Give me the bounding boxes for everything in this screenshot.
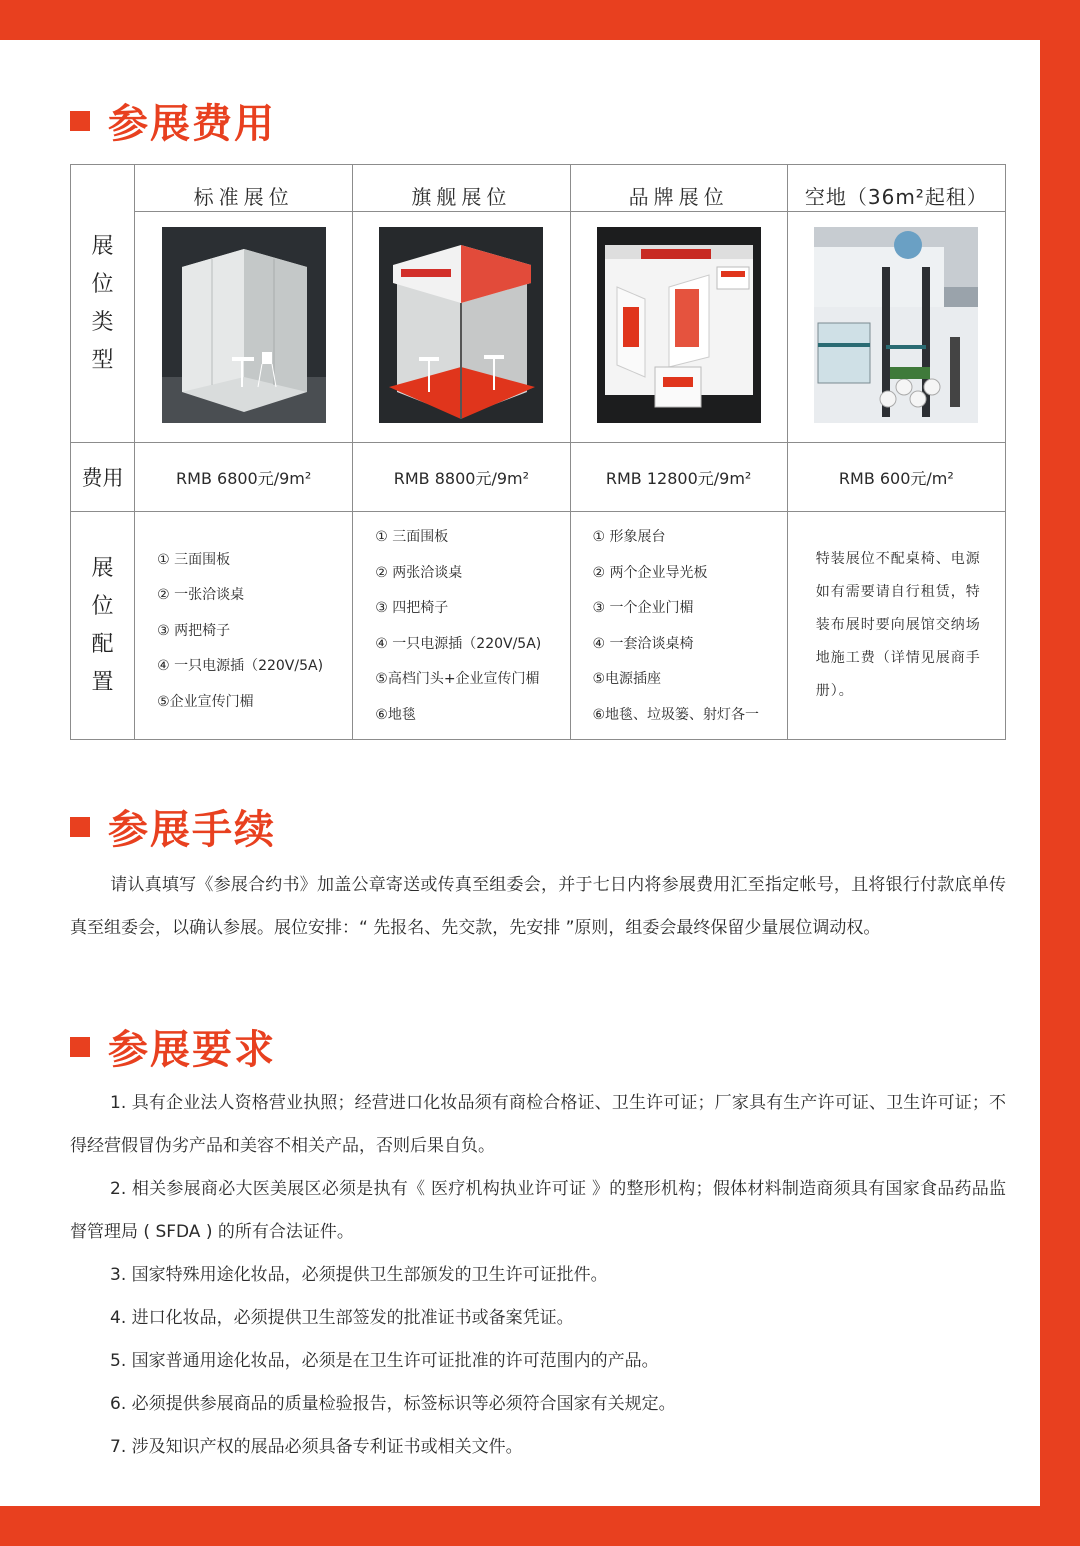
vertical-label-char: 位 — [91, 271, 114, 297]
requirement-text: 5. 国家普通用途化妆品，必须是在卫生许可证批准的许可范围内的产品。 — [110, 1351, 659, 1371]
row-label-config-text — [71, 550, 134, 702]
requirement-item-4 — [70, 1297, 1006, 1340]
row-label-booth-type — [71, 165, 135, 443]
procedure-text: 请认真填写《参展合约书》加盖公章寄送或传真至组委会，并于七日内将参展费用汇至指定帐号，且将银行付款底单传真至组委会，以确认参展。展位安排：“ 先报名、先交款，先安排 ”原则，组委会最终保留少量展位调动权。 — [70, 875, 1006, 938]
right-border-band — [1040, 0, 1080, 1546]
section-marker-icon — [70, 817, 90, 837]
flagship-booth-image-cell — [353, 212, 570, 443]
column-header-brand: 品牌展位 — [570, 165, 787, 212]
fees-section-title: 参展费用 — [108, 101, 276, 147]
vertical-label-char: 配 — [91, 631, 114, 657]
vertical-label-char: 类 — [91, 309, 114, 335]
config-item: ③ 两把椅子 — [157, 622, 231, 639]
config-item: ① 三面围板 — [375, 529, 449, 545]
column-header-standard: 标准展位 — [135, 165, 353, 212]
config-item: ⑥地毯、垃圾篓、射灯各一 — [592, 706, 760, 723]
requirement-item-5 — [70, 1340, 1006, 1383]
config-item: ⑤高档门头+企业宣传门楣 — [375, 671, 540, 687]
top-border-band — [0, 0, 1080, 40]
requirement-text: 4. 进口化妆品，必须提供卫生部签发的批准证书或备案凭证。 — [110, 1308, 574, 1328]
config-item: ⑤企业宣传门楣 — [157, 693, 254, 710]
config-item: ③ 四把椅子 — [375, 600, 449, 616]
requirement-item-2 — [70, 1168, 1006, 1254]
config-item: ① 形象展台 — [592, 529, 666, 545]
price-standard: RMB 6800元/9m² — [135, 443, 353, 512]
config-item: ③ 一个企业门楣 — [592, 600, 694, 616]
booth-fee-table — [70, 164, 1006, 740]
price-brand: RMB 12800元/9m² — [570, 443, 787, 512]
requirement-item-3 — [70, 1254, 1006, 1297]
fees-section-header — [70, 92, 276, 149]
brand-booth-image — [597, 227, 761, 423]
requirement-item-7 — [70, 1426, 1006, 1469]
vertical-label-char: 置 — [91, 669, 114, 695]
section-marker-icon — [70, 111, 90, 131]
vertical-label-char: 展 — [91, 555, 114, 581]
config-item: ② 两个企业导光板 — [592, 564, 708, 581]
config-item: ④ 一只电源插（220V/5A) — [375, 635, 542, 652]
brand-booth-image-cell — [570, 212, 787, 443]
row-label-fee: 费用 — [71, 443, 135, 512]
vertical-label-char: 展 — [91, 233, 114, 259]
config-item: ⑥地毯 — [375, 706, 416, 723]
procedure-section-title: 参展手续 — [108, 807, 276, 853]
column-header-raw-space: 空地（36m²起租） — [787, 165, 1005, 212]
row-label-booth-type-text — [71, 228, 134, 380]
vertical-label-char: 位 — [91, 593, 114, 619]
config-item: ② 一张洽谈桌 — [157, 587, 245, 604]
bottom-border-band — [0, 1506, 1080, 1546]
config-raw-space-note: 特装展位不配桌椅、电源如有需要请自行租赁，特装布展时要向展馆交纳场地施工费（详情见展商手册）。 — [787, 512, 1005, 740]
requirement-text: 3. 国家特殊用途化妆品，必须提供卫生部颁发的卫生许可证批件。 — [110, 1265, 608, 1285]
row-label-config — [71, 512, 135, 740]
raw-space-booth-image — [814, 227, 978, 423]
price-raw-space: RMB 600元/m² — [787, 443, 1005, 512]
column-header-flagship: 旗舰展位 — [353, 165, 570, 212]
standard-booth-image-cell — [135, 212, 353, 443]
section-marker-icon — [70, 1037, 90, 1057]
requirements-section-title: 参展要求 — [108, 1027, 276, 1073]
procedure-paragraph — [70, 864, 1006, 950]
config-item: ① 三面围板 — [157, 551, 231, 568]
requirement-text: 2. 相关参展商必大医美展区必须是执有《 医疗机构执业许可证 》的整形机构；假体材料制造商须具有国家食品药品监督管理局 ( SFDA ) 的所有合法证件。 — [70, 1179, 1006, 1242]
config-item: ⑤电源插座 — [592, 671, 662, 687]
config-item: ② 两张洽谈桌 — [375, 564, 463, 581]
requirement-text: 1. 具有企业法人资格营业执照；经营进口化妆品须有商检合格证、卫生许可证；厂家具有生产许可证、卫生许可证；不得经营假冒伪劣产品和美容不相关产品，否则后果自负。 — [70, 1093, 1006, 1156]
requirement-text: 7. 涉及知识产权的展品必须具备专利证书或相关文件。 — [110, 1437, 523, 1457]
price-flagship: RMB 8800元/9m² — [353, 443, 570, 512]
requirement-text: 6. 必须提供参展商品的质量检验报告，标签标识等必须符合国家有关规定。 — [110, 1394, 676, 1414]
procedure-section-header — [70, 798, 276, 855]
config-item: ④ 一套洽谈桌椅 — [592, 635, 694, 652]
standard-booth-image — [162, 227, 326, 423]
raw-space-booth-image-cell — [787, 212, 1005, 443]
config-item: ④ 一只电源插（220V/5A) — [157, 658, 324, 675]
flagship-booth-image — [379, 227, 543, 423]
config-flagship — [353, 512, 570, 740]
config-brand — [570, 512, 787, 740]
requirements-section-header — [70, 1018, 276, 1075]
requirement-item-6 — [70, 1383, 1006, 1426]
vertical-label-char: 型 — [91, 347, 114, 373]
requirement-item-1 — [70, 1082, 1006, 1168]
config-standard — [135, 512, 353, 740]
